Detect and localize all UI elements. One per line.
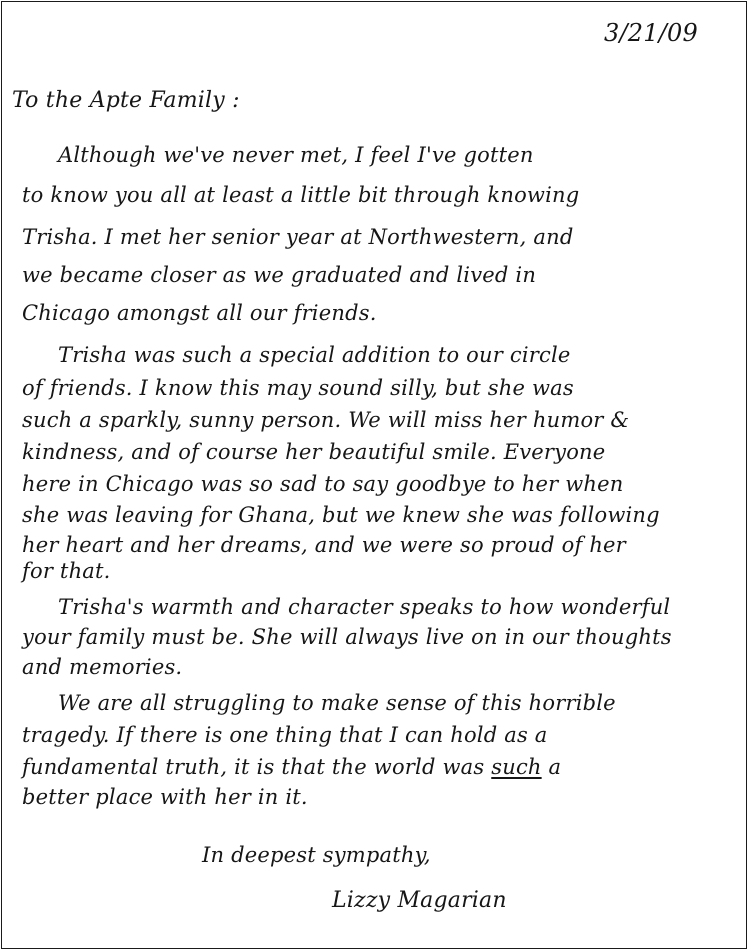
paragraph-4-line-2: tragedy. If there is one thing that I can hold as a xyxy=(22,723,548,747)
paragraph-3-line-1: Trisha's warmth and character speaks to how wonderful xyxy=(58,595,671,619)
paragraph-2-line-6: she was leaving for Ghana, but we knew she was following xyxy=(22,503,660,527)
signature: Lizzy Magarian xyxy=(332,888,507,913)
paragraph-4-line-3-text: fundamental truth, it is that the world was xyxy=(22,755,485,779)
closing-line: In deepest sympathy, xyxy=(202,843,431,867)
paragraph-1-line-2: to know you all at least a little bit through knowing xyxy=(22,183,580,207)
paragraph-2-line-3: such a sparkly, sunny person. We will miss her humor & xyxy=(22,408,630,432)
paragraph-3-line-3: and memories. xyxy=(22,655,183,679)
paragraph-2-line-4: kindness, and of course her beautiful smile. Everyone xyxy=(22,440,606,464)
paragraph-3-line-2: your family must be. She will always live on in our thoughts xyxy=(22,625,672,649)
letter-page xyxy=(1,1,747,949)
paragraph-1-line-3: Trisha. I met her senior year at Northwestern, and xyxy=(22,225,574,249)
paragraph-2-line-2: of friends. I know this may sound silly, but she was xyxy=(22,376,574,400)
paragraph-2-line-5: here in Chicago was so sad to say goodbye to her when xyxy=(22,472,624,496)
paragraph-4-line-3 xyxy=(22,754,737,780)
paragraph-4-line-4: better place with her in it. xyxy=(22,785,308,809)
paragraph-4-line-1: We are all struggling to make sense of this horrible xyxy=(58,691,616,715)
paragraph-1-line-5: Chicago amongst all our friends. xyxy=(22,301,377,325)
paragraph-2-line-8: for that. xyxy=(22,559,111,583)
paragraph-4-line-3-tail: a xyxy=(548,755,562,779)
paragraph-2-line-1: Trisha was such a special addition to our circle xyxy=(58,343,571,367)
underlined-emphasis: such xyxy=(491,755,542,779)
paragraph-1-line-4: we became closer as we graduated and lived in xyxy=(22,263,537,287)
paragraph-2-line-7: her heart and her dreams, and we were so proud of her xyxy=(22,533,626,557)
paragraph-1-line-1: Although we've never met, I feel I've gotten xyxy=(58,143,534,167)
salutation: To the Apte Family : xyxy=(12,88,240,113)
letter-date: 3/21/09 xyxy=(604,19,698,47)
